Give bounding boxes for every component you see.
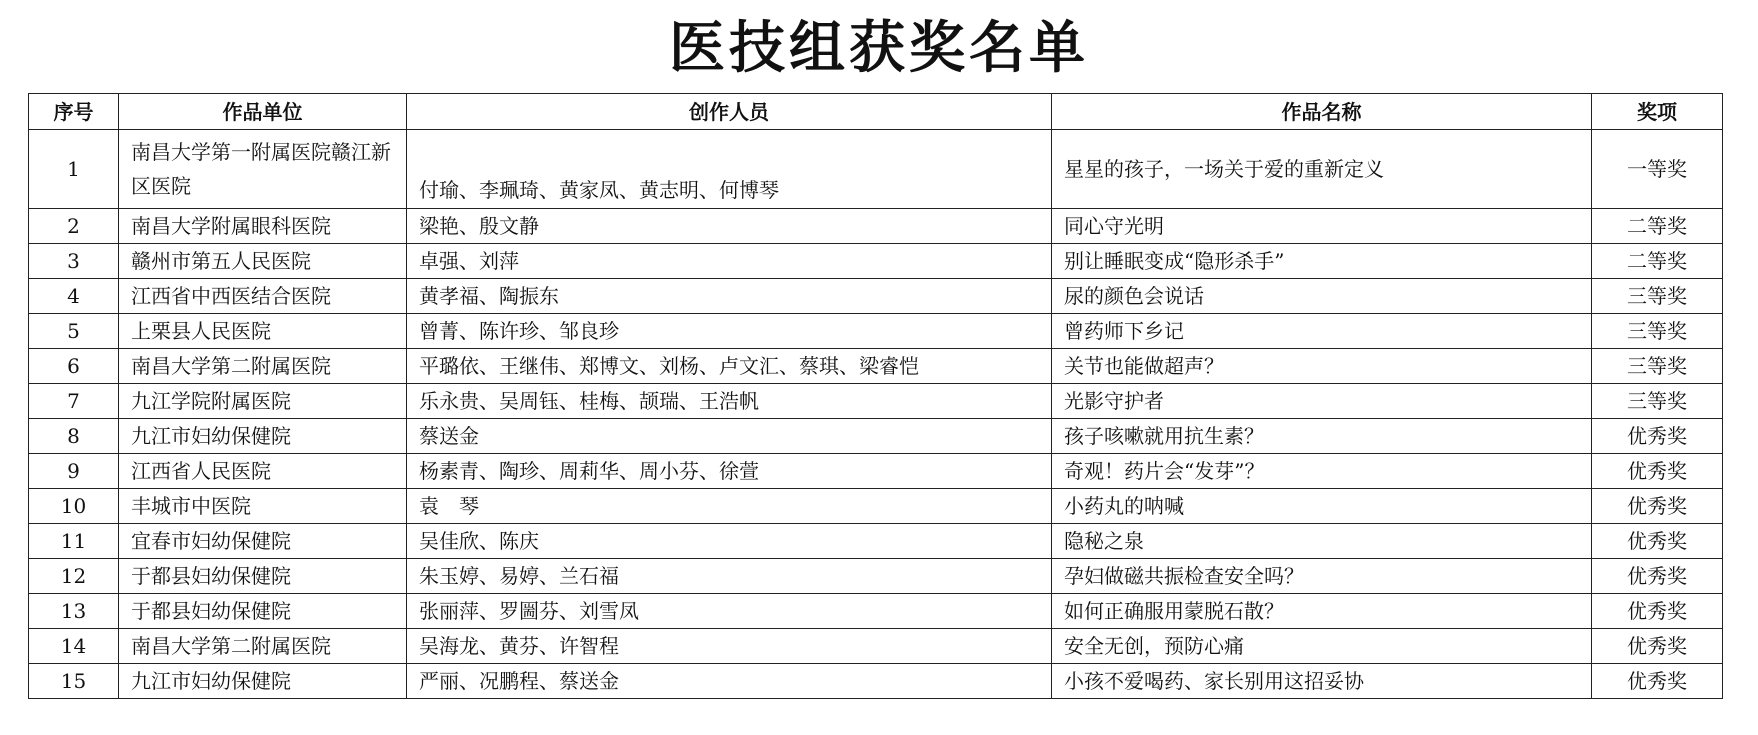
row-unit: 于都县妇幼保健院 [119, 559, 407, 594]
table-row [29, 594, 1723, 629]
row-number: 6 [29, 349, 119, 384]
table-row [29, 244, 1723, 279]
row-unit: 江西省中西医结合医院 [119, 279, 407, 314]
row-number: 2 [29, 209, 119, 244]
row-authors: 付瑜、李珮琦、黄家凤、黄志明、何博琴 [407, 130, 1052, 209]
row-number: 5 [29, 314, 119, 349]
row-number: 9 [29, 454, 119, 489]
row-number: 1 [29, 130, 119, 209]
table-row [29, 209, 1723, 244]
row-authors: 杨素青、陶珍、周莉华、周小芬、徐萱 [407, 454, 1052, 489]
row-number: 12 [29, 559, 119, 594]
row-number: 3 [29, 244, 119, 279]
row-authors: 朱玉婷、易婷、兰石福 [407, 559, 1052, 594]
table-row [29, 559, 1723, 594]
table-row [29, 454, 1723, 489]
row-number: 7 [29, 384, 119, 419]
row-number: 14 [29, 629, 119, 664]
row-award: 二等奖 [1592, 209, 1723, 244]
row-unit: 九江市妇幼保健院 [119, 664, 407, 699]
row-work: 光影守护者 [1052, 384, 1592, 419]
row-award: 三等奖 [1592, 349, 1723, 384]
row-work: 孕妇做磁共振检查安全吗？ [1052, 559, 1592, 594]
row-work: 安全无创，预防心痛 [1052, 629, 1592, 664]
row-unit: 九江市妇幼保健院 [119, 419, 407, 454]
table-row [29, 384, 1723, 419]
table-header-row [29, 94, 1723, 130]
row-authors: 乐永贵、吴周钰、桂梅、颉瑞、王浩帆 [407, 384, 1052, 419]
row-number: 4 [29, 279, 119, 314]
row-authors: 平璐依、王继伟、郑博文、刘杨、卢文汇、蔡琪、梁睿恺 [407, 349, 1052, 384]
row-unit: 九江学院附属医院 [119, 384, 407, 419]
row-work: 关节也能做超声？ [1052, 349, 1592, 384]
table-row [29, 419, 1723, 454]
row-authors: 卓强、刘萍 [407, 244, 1052, 279]
row-number: 10 [29, 489, 119, 524]
row-unit: 丰城市中医院 [119, 489, 407, 524]
table-row [29, 664, 1723, 699]
row-number: 11 [29, 524, 119, 559]
row-award: 优秀奖 [1592, 524, 1723, 559]
row-award: 优秀奖 [1592, 559, 1723, 594]
row-award: 三等奖 [1592, 279, 1723, 314]
row-unit: 于都县妇幼保健院 [119, 594, 407, 629]
row-authors: 蔡送金 [407, 419, 1052, 454]
row-authors: 袁 琴 [407, 489, 1052, 524]
row-award: 三等奖 [1592, 384, 1723, 419]
table-row [29, 524, 1723, 559]
header-award: 奖项 [1592, 94, 1723, 130]
row-work: 小孩不爱喝药、家长别用这招妥协 [1052, 664, 1592, 699]
row-unit: 赣州市第五人民医院 [119, 244, 407, 279]
row-unit: 南昌大学附属眼科医院 [119, 209, 407, 244]
row-work: 小药丸的呐喊 [1052, 489, 1592, 524]
row-number: 15 [29, 664, 119, 699]
row-unit: 南昌大学第二附属医院 [119, 629, 407, 664]
header-authors: 创作人员 [407, 94, 1052, 130]
row-authors: 曾菁、陈许珍、邹良珍 [407, 314, 1052, 349]
row-award: 优秀奖 [1592, 664, 1723, 699]
header-unit: 作品单位 [119, 94, 407, 130]
row-award: 三等奖 [1592, 314, 1723, 349]
row-unit: 南昌大学第一附属医院赣江新区医院 [119, 130, 407, 209]
row-authors: 严丽、况鹏程、蔡送金 [407, 664, 1052, 699]
table-row [29, 279, 1723, 314]
row-unit: 宜春市妇幼保健院 [119, 524, 407, 559]
row-work: 奇观！药片会“发芽”？ [1052, 454, 1592, 489]
row-work: 别让睡眠变成“隐形杀手” [1052, 244, 1592, 279]
row-award: 优秀奖 [1592, 594, 1723, 629]
row-work: 曾药师下乡记 [1052, 314, 1592, 349]
row-award: 优秀奖 [1592, 489, 1723, 524]
table-row [29, 349, 1723, 384]
row-authors: 黄孝福、陶振东 [407, 279, 1052, 314]
row-award: 优秀奖 [1592, 454, 1723, 489]
row-award: 二等奖 [1592, 244, 1723, 279]
row-authors: 吴佳欣、陈庆 [407, 524, 1052, 559]
table-row [29, 489, 1723, 524]
page-title: 医技组获奖名单 [669, 16, 1089, 81]
table-row [29, 130, 1723, 209]
row-work: 星星的孩子，一场关于爱的重新定义 [1052, 130, 1592, 209]
row-number: 13 [29, 594, 119, 629]
row-award: 优秀奖 [1592, 629, 1723, 664]
header-no: 序号 [29, 94, 119, 130]
row-work: 隐秘之泉 [1052, 524, 1592, 559]
row-award: 优秀奖 [1592, 419, 1723, 454]
row-award: 一等奖 [1592, 130, 1723, 209]
table-row [29, 314, 1723, 349]
row-authors: 梁艳、殷文静 [407, 209, 1052, 244]
row-unit: 上栗县人民医院 [119, 314, 407, 349]
row-work: 如何正确服用蒙脱石散？ [1052, 594, 1592, 629]
row-authors: 张丽萍、罗圌芬、刘雪凤 [407, 594, 1052, 629]
row-unit: 江西省人民医院 [119, 454, 407, 489]
row-authors: 吴海龙、黄芬、许智程 [407, 629, 1052, 664]
award-table [28, 93, 1723, 699]
row-work: 尿的颜色会说话 [1052, 279, 1592, 314]
table-row [29, 629, 1723, 664]
header-work: 作品名称 [1052, 94, 1592, 130]
row-unit: 南昌大学第二附属医院 [119, 349, 407, 384]
row-work: 孩子咳嗽就用抗生素？ [1052, 419, 1592, 454]
row-number: 8 [29, 419, 119, 454]
row-work: 同心守光明 [1052, 209, 1592, 244]
